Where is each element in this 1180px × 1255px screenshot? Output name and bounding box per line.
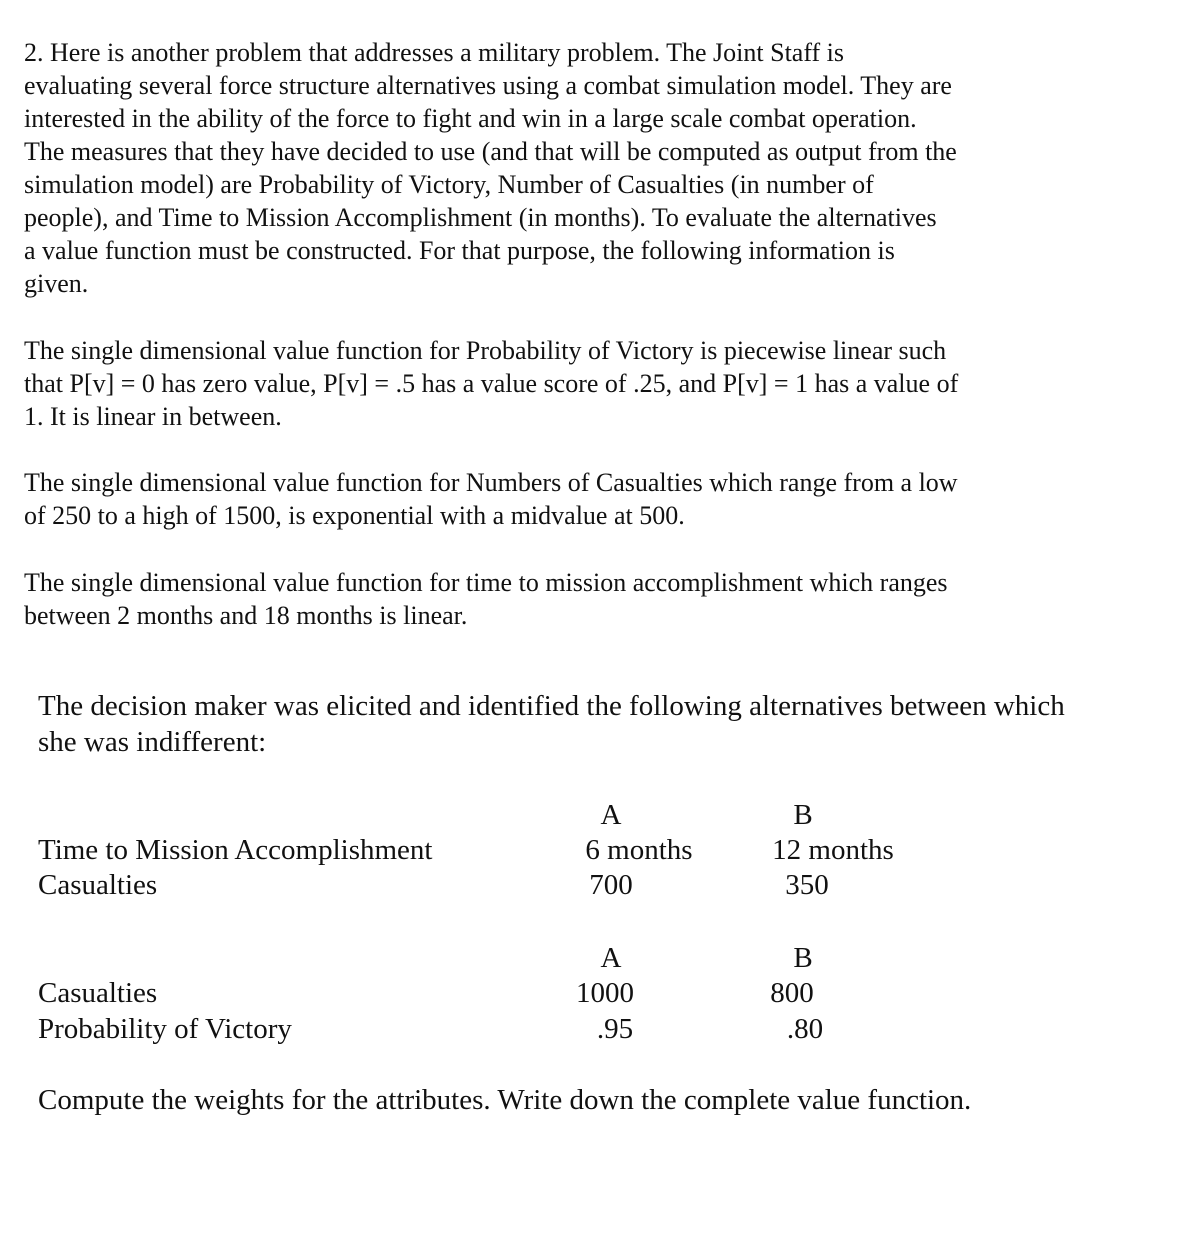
task-instruction: Compute the weights for the attributes. Write down the complete value function. [38,1084,972,1116]
text-line: that P[v] = 0 has zero value, P[v] = .5 has a value score of .25, and P[v] = 1 has a value of [24,369,959,398]
text-line: between 2 months and 18 months is linear. [24,601,468,630]
row-value-a: 700 [589,869,633,901]
text-line: The single dimensional value function for Numbers of Casualties which range from a low [24,468,958,497]
text-line: evaluating several force structure alternatives using a combat simulation model. They are [24,71,952,100]
victory-value-function-paragraph [24,334,1064,433]
column-header-b: B [793,942,813,974]
row-value-a: .95 [596,1013,634,1045]
text-line: of 250 to a high of 1500, is exponential with a midvalue at 500. [24,501,685,530]
text-line: a value function must be constructed. For that purpose, the following information is [24,236,895,265]
row-label: Casualties [38,869,158,901]
column-header-a: A [600,942,622,974]
text-line: 2. Here is another problem that addresses a military problem. The Joint Staff is [24,38,845,67]
column-header-b: B [793,799,813,831]
row-value-b: 12 months [772,834,894,866]
text-line: The decision maker was elicited and identified the following alternatives between which [38,690,1065,722]
row-value-b: .80 [786,1013,824,1045]
indifference-intro [38,688,1065,760]
row-value-a: 1000 [576,977,634,1009]
text-line: people), and Time to Mission Accomplishment (in months). To evaluate the alternatives [24,203,937,232]
casualties-value-function-paragraph [24,466,1064,532]
problem-statement-paragraph [24,36,1064,300]
row-label: Time to Mission Accomplishment [38,834,433,866]
column-header-a: A [600,799,622,831]
row-value-b: 350 [785,869,829,901]
row-label: Probability of Victory [38,1013,292,1045]
text-line: simulation model) are Probability of Victory, Number of Casualties (in number of [24,170,874,199]
text-line: The measures that they have decided to use (and that will be computed as output from the [24,137,957,166]
row-value-a: 6 months [585,834,693,866]
text-line: she was indifferent: [38,726,267,758]
text-line: The single dimensional value function for Probability of Victory is piecewise linear such [24,336,947,365]
text-line: The single dimensional value function for time to mission accomplishment which ranges [24,568,948,597]
text-line: interested in the ability of the force to fight and win in a large scale combat operation. [24,104,917,133]
row-label: Casualties [38,977,158,1009]
text-line: 1. It is linear in between. [24,402,282,431]
time-value-function-paragraph [24,566,1064,632]
row-value-b: 800 [770,977,814,1009]
text-line: given. [24,269,89,298]
